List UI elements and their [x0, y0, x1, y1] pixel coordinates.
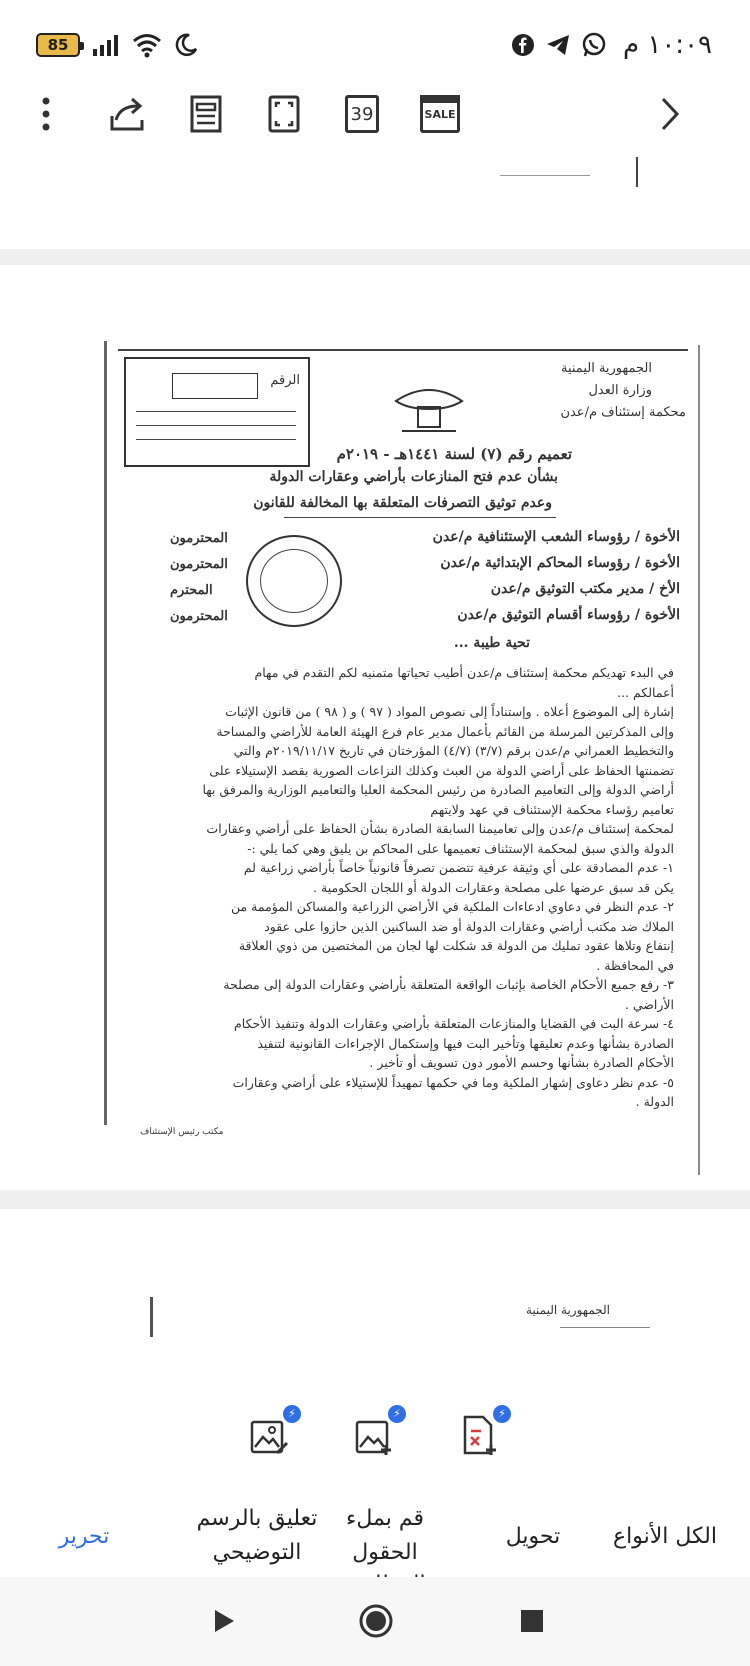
premium-badge: ⚡	[388, 1405, 406, 1423]
body-line: في البدء تهديكم محكمة إستئناف م/عدن أطيب تحياتها متمنيه لكم التقدم في مهام	[254, 665, 674, 680]
system-nav-bar	[0, 1577, 750, 1666]
nav-home-button[interactable]	[352, 1597, 400, 1645]
greeting: تحية طيبة ...	[453, 635, 530, 651]
label-convert[interactable]: تحويل	[505, 1524, 561, 1549]
honorific-3: المحترم	[170, 583, 213, 598]
document-viewer[interactable]	[0, 157, 750, 1397]
body-line: يكن قد سبق عرضها على مصلحة وعقارات الدولة أو اللجان الحكومية .	[313, 879, 674, 895]
body-line: ٤- سرعة البت في القضايا والمنازعات المتعلقة بأراضي وعقارات الدولة وتنفيذ الأحكام	[234, 1016, 674, 1031]
premium-badge: ⚡	[283, 1405, 301, 1423]
header-court: محكمة إستئناف م/عدن	[560, 405, 686, 420]
nav-recents-button[interactable]	[508, 1597, 556, 1645]
label-fill-line1[interactable]: قم بملء	[346, 1506, 424, 1531]
court-seal	[246, 535, 342, 627]
tool-convert[interactable]	[455, 1407, 506, 1461]
recipient-4: الأخوة / رؤوساء أقسام التوثيق م/عدن	[457, 607, 680, 623]
body-line: أعمالكم ...	[617, 684, 674, 700]
body-line: ٣- رفع جميع الأحكام الخاصة بإثبات الواقعة المتعلقة بأراضي وعقارات الدولة إلى مصلحة	[223, 977, 674, 992]
status-left	[36, 30, 198, 60]
viewer-toolbar	[0, 72, 750, 157]
tool-annotate-drawing[interactable]	[245, 1407, 296, 1461]
body-line: تضمنتها الحفاظ على أراضي الدولة من العبث وكذلك النزاعات الصورية بقصد الإستيلاء على	[209, 762, 674, 778]
reader-mode-icon	[190, 95, 222, 133]
recipient-2: الأخوة / رؤوساء المحاكم الإبتدائية م/عدن	[440, 555, 680, 571]
back-triangle-icon	[210, 1607, 238, 1635]
body-line: إشارة إلى الموضوع أعلاه . وإستناداً إلى نصوص المواد ( ٩٧ ) و ( ٩٨ ) من قانون الإثبات	[225, 704, 674, 719]
recipient-1: الأخوة / رؤوساء الشعب الإستئنافية م/عدن	[432, 529, 680, 545]
tool-fill-fields[interactable]	[350, 1407, 401, 1461]
body-line: والتخطيط العمراني م/عدن برقم (٣/٧) (٤/٧) المؤرختان في تاريخ ٢٠١٩/١١/١٧م والتي	[233, 743, 674, 758]
status-right	[511, 30, 712, 60]
label-annotate-line1[interactable]: تعليق بالرسم	[196, 1506, 318, 1531]
moon-icon	[174, 33, 198, 57]
edit-button[interactable]: تحرير	[58, 1524, 110, 1549]
subject-line-1: بشأن عدم فتح المنازعات بأراضي وعقارات الدولة	[269, 469, 558, 485]
home-circle-icon	[358, 1603, 394, 1639]
current-page	[0, 265, 750, 1190]
bottom-tools	[0, 1397, 750, 1577]
header-republic: الجمهورية اليمنية	[560, 361, 652, 376]
honorific-2: المحترمون	[170, 557, 228, 572]
reader-mode-button[interactable]	[182, 90, 230, 138]
sale-icon	[420, 95, 460, 133]
wifi-icon	[132, 32, 162, 58]
previous-page	[0, 157, 750, 249]
next-arrow-icon	[659, 96, 681, 132]
telegram-icon	[545, 33, 571, 57]
body-line: الدولة والذي سبق لمحكمة الإستئناف تعميمها على المحاكم بن يليق وهي كما يلي :-	[247, 840, 674, 856]
body-line: تعاميم رؤساء محكمة الإستئناف في عهد ولايتهم	[430, 801, 674, 817]
label-annotate-line2[interactable]: التوضيحي	[212, 1540, 302, 1565]
page-number: 39	[350, 103, 374, 125]
document-body	[112, 663, 674, 1112]
body-line: إنتفاع وتلاها عقود تمليك من الدولة قد شكلت لها لجان من المختصين من ذوي العلاقة	[238, 938, 674, 953]
republic-emblem	[388, 379, 470, 439]
body-line: الصادرة بشأنها وعدم تعليقها وتأخير البت فيها وإستكمال الإجراءات القانونية لتنفيذ	[257, 1035, 674, 1051]
registry-stamp	[124, 357, 310, 467]
body-line: لمحكمة إستئناف م/عدن وإلى تعاميمنا السابقة الصادرة بشأن الحفاظ على أراضي وعقارات	[206, 821, 674, 836]
subject-line-2: وعدم توثيق التصرفات المتعلقة بها المخالفة للقانون	[253, 495, 552, 511]
share-icon	[108, 96, 148, 132]
image-add-icon	[354, 1417, 394, 1457]
body-line: الدولة .	[635, 1094, 674, 1109]
page-count-icon	[345, 95, 379, 133]
body-line: في المحافظة .	[596, 957, 674, 973]
next-button[interactable]	[646, 90, 694, 138]
more-vertical-icon	[41, 96, 51, 132]
facebook-icon	[511, 33, 535, 57]
clock: ١٠:٠٩ م	[623, 30, 712, 60]
recipient-3: الأخ / مدير مكتب التوثيق م/عدن	[490, 581, 680, 597]
next-page	[0, 1209, 750, 1397]
body-line: الأحكام الصادرة بشأنها وحسم الأمور دون تسويف أو تأخير .	[369, 1055, 674, 1070]
honorific-4: المحترمون	[170, 609, 228, 624]
label-all-types[interactable]: الكل الأنواع	[612, 1524, 717, 1549]
honorific-1: المحترمون	[170, 531, 228, 546]
nav-back-button[interactable]	[200, 1597, 248, 1645]
body-line: الأراضي .	[624, 996, 674, 1012]
footer-note: مكتب رئيس الإستئناف	[140, 1127, 224, 1137]
whatsapp-icon	[581, 32, 607, 58]
battery-indicator: 85	[36, 33, 80, 57]
sale-button[interactable]	[416, 90, 464, 138]
header-ministry: وزارة العدل	[588, 383, 652, 398]
image-edit-icon	[249, 1417, 289, 1457]
share-button[interactable]	[104, 90, 152, 138]
page-count-button[interactable]	[338, 90, 386, 138]
body-line: أراضي الدولة وإلى التعاميم الصادرة من رئيس المحكمة العليا والتعاميم الوزارية والمرفق بها	[202, 782, 674, 797]
body-line: ٢- عدم النظر في دعاوي ادعاءات الملكية في الأراضي الزراعية والمساكن المؤممة من	[230, 899, 674, 914]
body-line: الملاك ضد مكتب أراضي وعقارات الدولة أو ضد الساكنين الذين حازوا على عقود	[264, 918, 674, 934]
body-line: ١- عدم المصادقة على أي وثيقة عرفية تتضمن تصرفاً قانونياً خاصاً بأراضي زراعية لم	[243, 860, 674, 875]
label-fill-line2[interactable]: الحقول	[352, 1540, 418, 1565]
fullscreen-icon	[268, 95, 300, 133]
body-line: وإلى المذكرتين المرسلة من القائم بأعمال مدير عام فرع الهيئة العامة للأراضي والمساحة	[216, 723, 674, 739]
body-line: ٥- عدم نظر دعاوى إشهار الملكية وما في حكمها تمهيداً للإستيلاء على أراضي وعقارات	[232, 1074, 674, 1090]
pdf-convert-icon	[461, 1415, 501, 1457]
more-button[interactable]	[22, 90, 70, 138]
circular-title: تعميم رقم (٧) لسنة ١٤٤١هـ - ٢٠١٩م	[336, 445, 572, 463]
next-page-header: الجمهورية اليمنية	[525, 1303, 610, 1317]
stamp-number-label: الرقم	[270, 373, 300, 388]
premium-badge: ⚡	[493, 1405, 511, 1423]
signal-icon	[92, 33, 120, 57]
recents-square-icon	[519, 1608, 545, 1634]
fullscreen-button[interactable]	[260, 90, 308, 138]
sale-label: SALE	[424, 108, 456, 121]
